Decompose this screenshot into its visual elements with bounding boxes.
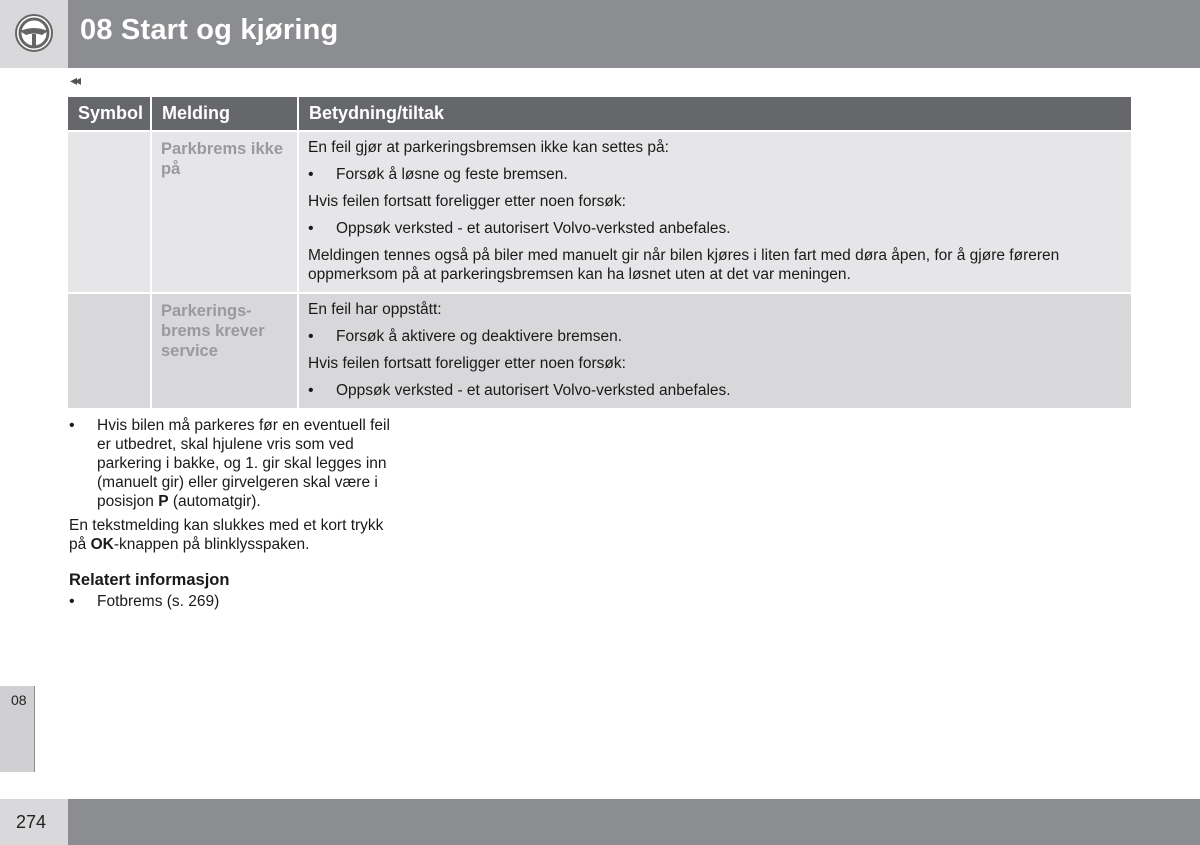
previous-page-icon[interactable]: ◂◂ (70, 72, 79, 88)
page-number: 274 (16, 812, 47, 832)
footer-bar (68, 799, 1200, 845)
page-title: 08 Start og kjøring (80, 14, 339, 46)
message-table (68, 97, 1131, 408)
steering-wheel-icon (14, 13, 54, 53)
message-cell: Parkerings- brems krever service (152, 294, 299, 408)
header-icon-box (0, 0, 68, 68)
text-span: Hvis bilen må parkeres før en eventuell feil er utbedret, skal hjulene vris som ved parkering i bakke, og 1. gir skal legges inn (manuelt gir) eller girvelgeren skal være i posisjon (97, 417, 390, 510)
text-line: En feil har oppstått: (308, 301, 442, 318)
symbol-cell (68, 294, 152, 408)
body-text (69, 416, 399, 616)
paragraph (69, 516, 399, 554)
meaning-cell (299, 132, 1131, 292)
table-row (68, 130, 1131, 292)
table-row (68, 292, 1131, 408)
text-span: En tekstmelding kan slukkes med et kort trykk på (69, 517, 384, 553)
chapter-tab-label: 08 (11, 692, 27, 708)
page-header (0, 0, 1200, 68)
column-header-meaning: Betydning/tiltak (309, 103, 445, 123)
bullet-item: • Oppsøk verksted - et autorisert Volvo-verksted anbefales. (308, 381, 1121, 400)
text-line: Hvis feilen fortsatt foreligger etter noen forsøk: (308, 193, 626, 210)
text-line: Meldingen tennes også på biler med manuelt gir når bilen kjøres i liten fart med døra åpen, for å gjøre føreren oppmerksom på at parkeringsbremsen kan ha løsnet uten at det var meningen. (308, 247, 1060, 283)
bold-text: P (158, 493, 169, 510)
related-link[interactable]: • Fotbrems (s. 269) (69, 592, 399, 611)
bullet-item: • Forsøk å aktivere og deaktivere bremsen. (308, 327, 1121, 346)
symbol-cell (68, 132, 152, 292)
bullet-item: • Forsøk å løsne og feste bremsen. (308, 165, 1121, 184)
bullet-item (69, 416, 399, 511)
chapter-tab[interactable] (0, 686, 35, 772)
column-header-message: Melding (152, 97, 299, 130)
column-header-symbol: Symbol (68, 97, 152, 130)
header-bar (68, 0, 1200, 68)
text-span: -knappen på blinklysspaken. (113, 536, 310, 553)
text-span: (automatgir). (168, 493, 261, 510)
table-header (68, 97, 1131, 130)
text-line: Hvis feilen fortsatt foreligger etter noen forsøk: (308, 355, 626, 372)
bold-text: OK (90, 536, 114, 553)
bullet-item: • Oppsøk verksted - et autorisert Volvo-verksted anbefales. (308, 219, 1121, 238)
meaning-cell (299, 294, 1131, 408)
text-line: En feil gjør at parkeringsbremsen ikke kan settes på: (308, 139, 669, 156)
related-info-heading: Relatert informasjon (69, 571, 230, 589)
message-cell: Parkbrems ikke på (152, 132, 299, 292)
